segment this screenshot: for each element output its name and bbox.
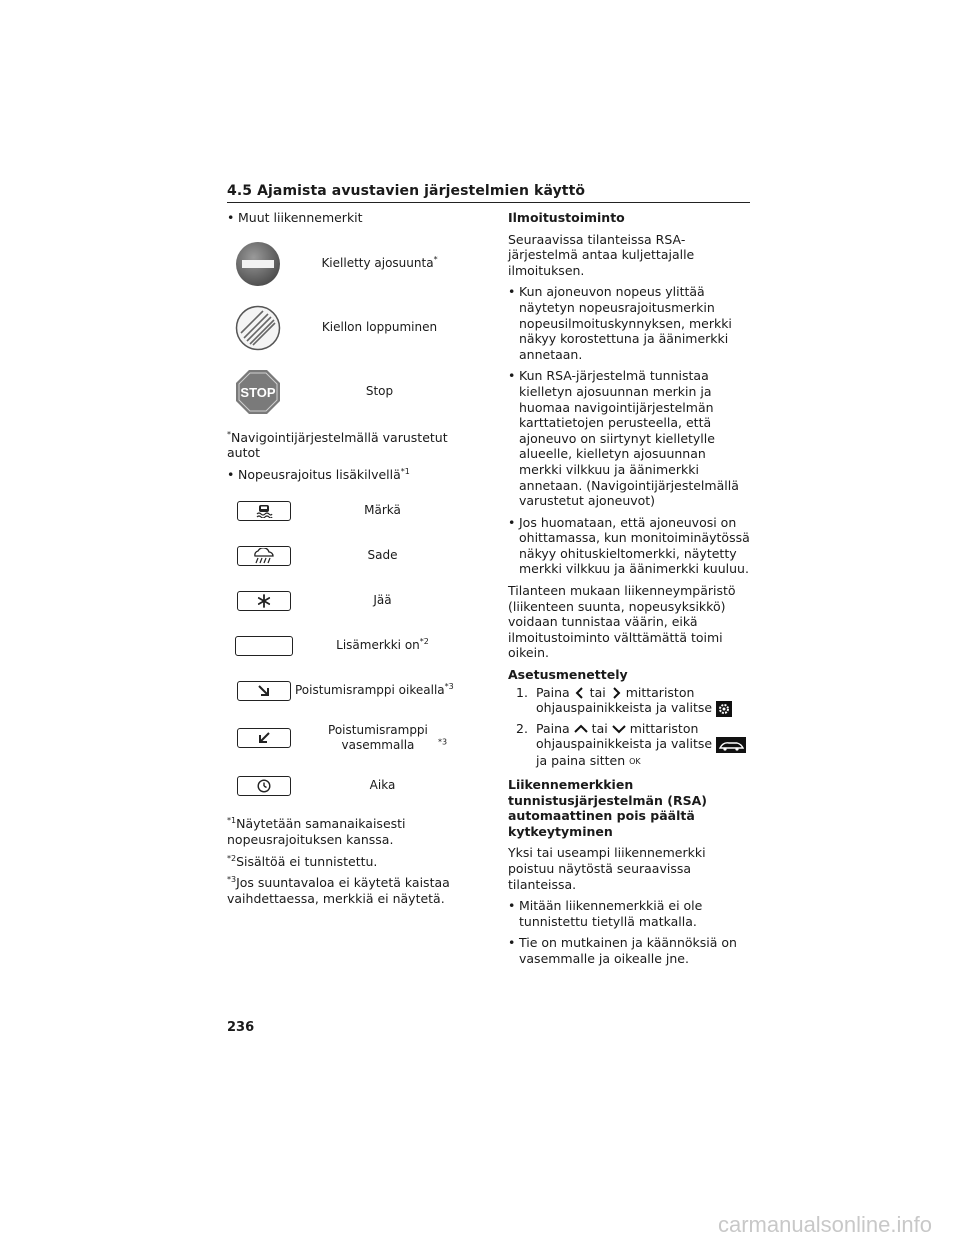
exit-right-plate-icon: [237, 681, 291, 701]
plate-row-exit-left: [227, 713, 472, 763]
plate-label: Märkä: [364, 503, 401, 518]
speed-plate-label: Nopeusrajoitus lisäkilvellä: [238, 466, 401, 482]
plate-row-ice: [227, 578, 472, 623]
chevron-left-icon: [574, 687, 586, 699]
list-item: [227, 210, 472, 226]
sign-row-stop: [227, 360, 472, 424]
ok-button-icon: OK: [629, 756, 641, 766]
other-signs-label: • Muut liikennemerkit: [238, 210, 363, 225]
sign-label: Kiellon loppuminen: [321, 319, 438, 334]
list-item: • Jos huomataan, että ajoneuvosi on ohittamassa, kun monitoiminäytössä näkyy ohituskieltomerkki, näytetty merkki vilkkuu ja äänimerkki kuuluu.: [508, 515, 750, 577]
settings-title: Asetusmenettely: [508, 667, 628, 683]
stop-sign-icon: [229, 369, 287, 415]
list-item: • Kun ajoneuvon nopeus ylittää näytetyn nopeusrajoitusmerkin nopeusilmoituskynnyksen, merkki näkyy korostettuna ja äänimerkki annetaan.: [508, 284, 750, 362]
end-of-restriction-sign-icon: [229, 305, 287, 351]
auto-off-intro: Yksi tai useampi liikennemerkki poistuu näytöstä seuraavissa tilanteissa.: [508, 845, 706, 892]
plate-label: Lisämerkki $on^{*2}$: [336, 637, 429, 653]
auto-off-title: Liikennemerkkien tunnistusjärjestelmän (RSA) automaattinen pois päältä kytkeytyminen: [508, 777, 707, 839]
section-title: 4.5 Ajamista avustavien järjestelmien käyttö: [227, 183, 586, 199]
plate-row-rain: [227, 533, 472, 578]
footnote: $^{*1}$Näytetään samanaikaisesti nopeusrajoituksen kanssa.: [227, 816, 406, 847]
plate-label: Sade: [367, 548, 398, 563]
plate-label: Poistumisramppi oikealla$^{*3}$: [295, 682, 454, 698]
settings-step-1: 1. Paina tai mittariston ohjauspainikkeista ja valitse: [516, 685, 750, 717]
notify-intro: Seuraavissa tilanteissa RSA-järjestelmä antaa kuljettajalle ilmoituksen.: [508, 231, 695, 278]
plate-label: Poistumisramppi vasemmalla $^{*3}$: [328, 722, 448, 753]
blank-plate-icon: [235, 636, 293, 656]
wet-road-plate-icon: [237, 501, 291, 521]
rain-plate-icon: [237, 546, 291, 566]
plate-label: Aika: [369, 778, 396, 793]
environment-note: Tilanteen mukaan liikenneympäristö (liikenteen suunta, nopeusyksikkö) voidaan tunnistaa väärin, eikä ilmoitustoiminto välttämättä toimi oikein.: [508, 583, 736, 661]
driving-assist-car-icon: [716, 737, 746, 753]
list-item: • Mitään liikennemerkkiä ei ole tunnistettu tietyllä matkalla.: [508, 898, 750, 929]
time-plate-icon: [237, 776, 291, 796]
watermark: carmanualsonline.info: [717, 1212, 932, 1237]
plate-label: Jää: [373, 593, 392, 608]
settings-step-2: 2. Paina tai mittariston ohjauspainikkeista ja valitse ja paina sitten OK: [516, 721, 750, 769]
settings-gear-icon: [716, 701, 732, 717]
nav-note: *Navigointijärjestelmällä varustetut autot: [227, 429, 448, 461]
footnote: $^{*3}$Jos suuntavaloa ei käytetä kaistaa vaihdettaessa, merkkiä ei näytetä.: [227, 875, 450, 906]
plate-row-exit-right: [227, 668, 472, 713]
footnote: $^{*2}$Sisältöä ei tunnistettu.: [227, 853, 378, 869]
list-item: • Nopeusrajoitus lisäkilvellä$^{*1}$: [227, 467, 472, 483]
sign-label: Stop: [365, 383, 394, 398]
no-entry-sign-icon: [229, 241, 287, 287]
page-number: 236: [227, 1020, 255, 1035]
left-column: [227, 210, 472, 912]
svg-text:STOP: STOP: [240, 384, 276, 400]
chevron-up-icon: [574, 724, 588, 734]
notify-title: Ilmoitustoiminto: [508, 210, 625, 225]
chevron-down-icon: [612, 724, 626, 734]
list-item: • Tie on mutkainen ja käännöksiä on vasemmalle ja oikealle jne.: [508, 935, 750, 966]
ice-plate-icon: [237, 591, 291, 611]
exit-left-plate-icon: [237, 728, 291, 748]
sign-label: Kielletty ajosuunta*: [321, 254, 438, 270]
sign-row-end-restriction: [227, 296, 472, 360]
plate-row-time: [227, 763, 472, 808]
section-header: [227, 180, 750, 203]
right-column: [508, 210, 750, 973]
chevron-right-icon: [610, 687, 622, 699]
sign-row-no-entry: [227, 232, 472, 296]
list-item: • Kun RSA-järjestelmä tunnistaa kielletyn ajosuunnan merkin ja huomaa navigointijärjestelmän karttatietojen perusteella, että ajoneuvo on siirtynyt kielletylle alueelle, kielletyn ajosuunnan merkki vilkkuu ja äänimerkki annetaan. (Navigointijärjestelmällä varustetut ajoneuvot): [508, 368, 750, 508]
plate-row-blank: [227, 623, 472, 668]
plate-row-wet: [227, 488, 472, 533]
